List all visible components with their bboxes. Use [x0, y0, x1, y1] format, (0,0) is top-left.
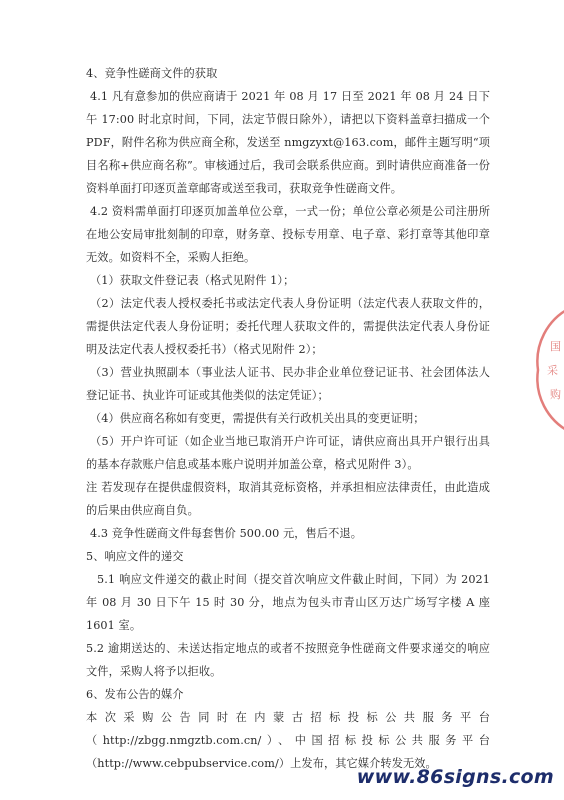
list-item: （1）获取文件登记表（格式见附件 1）；: [90, 274, 295, 287]
paragraph-5-2: 5.2 逾期送达的、未送达指定地点的或者不按照竞争性磋商文件要求递交的响应文件，采购人将予以拒收。: [86, 642, 490, 678]
svg-text:采: 采: [547, 364, 558, 377]
paragraph-6: 本次采购公告同时在内蒙古招标投标公共服务平台（http://zbgg.nmgztb.com.cn/）、中国招标投标公共服务平台（http://www.cebpubservice.com/）上发布，其它媒介转发无效。: [86, 711, 490, 770]
document-body: [86, 62, 490, 775]
svg-text:购: 购: [550, 388, 561, 401]
section-6-heading: 6、发布公告的媒介: [86, 688, 184, 701]
svg-text:国: 国: [550, 340, 561, 353]
seal-stamp-icon: [530, 300, 564, 440]
note-paragraph: 注 若发现存在提供虚假资料，取消其竞标资格，并承担相应法律责任，由此造成的后果由供应商自负。: [86, 481, 490, 517]
paragraph-4-2: 4.2 资料需单面打印逐页加盖单位公章，一式一份；单位公章必须是公司注册所在地公安局审批刻制的印章，财务章、投标专用章、电子章、彩打章等其他印章无效。如资料不全，采购人拒绝。: [86, 205, 490, 264]
list-item: （4）供应商名称如有变更，需提供有关行政机关出具的变更证明；: [90, 412, 425, 425]
list-item: （2）法定代表人授权委托书或法定代表人身份证明（法定代表人获取文件的，需提供法定代表人身份证明；委托代理人获取文件的，需提供法定代表人身份证明及法定代表人授权委托书）（格式见附件 2）；: [86, 297, 490, 356]
section-5-heading: 5、响应文件的递交: [86, 550, 184, 563]
list-item: （5）开户许可证（如企业当地已取消开户许可证，请供应商出具开户银行出具的基本存款账户信息或基本账户说明并加盖公章，格式见附件 3）。: [86, 435, 490, 471]
paragraph-4-1: 4.1 凡有意参加的供应商请于 2021 年 08 月 17 日至 2021 年 08 月 24 日下午 17:00 时北京时间，下同，法定节假日除外），请把以下资料盖章扫描成一个 PDF，附件名称为供应商全称，发送至 nmgzyxt@163.com，邮件主题写明“项目名称+供应商名称”。审核通过后，我司会联系供应商。到时请供应商准备一份资料单面打印逐页盖章邮寄或送至我司，获取竞争性磋商文件。: [86, 90, 490, 195]
site-watermark: www.86signs.com: [356, 766, 554, 788]
paragraph-4-3: 4.3 竞争性磋商文件每套售价 500.00 元，售后不退。: [90, 527, 362, 540]
list-item: （3）营业执照副本（事业法人证书、民办非企业单位登记证书、社会团体法人登记证书、执业许可证或其他类似的法定凭证）；: [86, 366, 490, 402]
paragraph-5-1: 5.1 响应文件递交的截止时间（提交首次响应文件截止时间，下同）为 2021 年 08 月 30 日下午 15 时 30 分，地点为包头市青山区万达广场写字楼 A 座 1601 室。: [86, 573, 490, 632]
section-4-heading: 4、竞争性磋商文件的获取: [86, 67, 218, 80]
